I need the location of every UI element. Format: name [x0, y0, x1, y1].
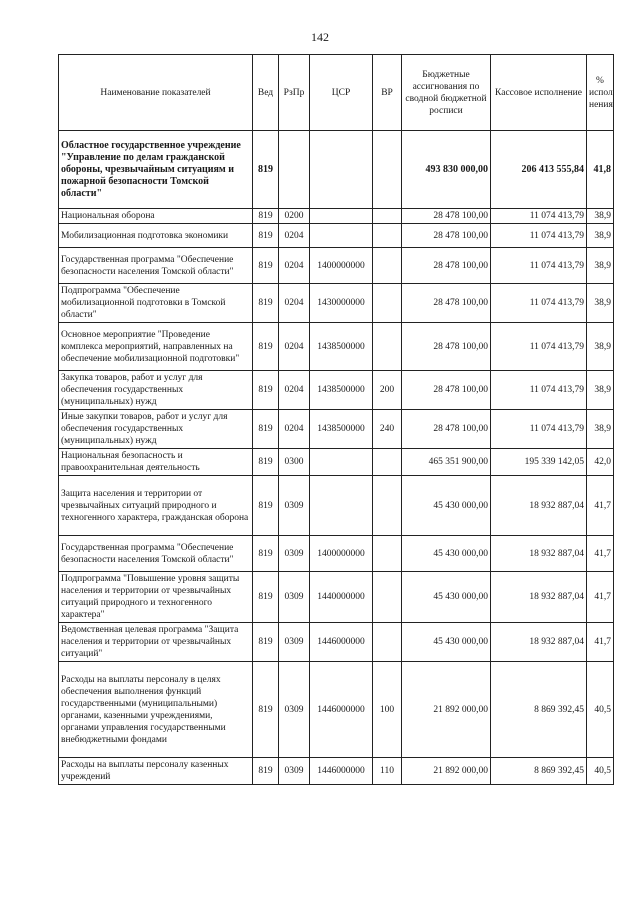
table-row — [59, 536, 614, 572]
header-csr: ЦСР — [310, 55, 373, 131]
cell-pct: 41,7 — [587, 623, 614, 662]
cell-csr — [310, 209, 373, 224]
cell-cash: 18 932 887,04 — [491, 572, 587, 623]
cell-rzpr: 0300 — [279, 449, 310, 476]
cell-vr — [373, 323, 402, 371]
cell-rzpr — [279, 131, 310, 209]
cell-name: Закупка товаров, работ и услуг для обеспечения государственных (муниципальных) нужд — [59, 371, 253, 410]
table-row — [59, 323, 614, 371]
cell-csr: 1430000000 — [310, 284, 373, 323]
cell-rzpr: 0204 — [279, 371, 310, 410]
cell-csr: 1400000000 — [310, 248, 373, 284]
cell-rzpr: 0204 — [279, 284, 310, 323]
cell-cash: 11 074 413,79 — [491, 284, 587, 323]
table-row — [59, 410, 614, 449]
cell-csr: 1446000000 — [310, 623, 373, 662]
cell-pct: 38,9 — [587, 209, 614, 224]
cell-ved: 819 — [253, 371, 279, 410]
cell-csr — [310, 131, 373, 209]
cell-rzpr: 0204 — [279, 224, 310, 248]
cell-name: Государственная программа "Обеспечение безопасности населения Томской области" — [59, 536, 253, 572]
table-row — [59, 449, 614, 476]
table-row — [59, 209, 614, 224]
cell-name: Областное государственное учреждение "Управление по делам гражданской обороны, чрезвычайным ситуациям и пожарной безопасности Томской области" — [59, 131, 253, 209]
cell-cash: 18 932 887,04 — [491, 476, 587, 536]
cell-vr: 200 — [373, 371, 402, 410]
cell-ved: 819 — [253, 410, 279, 449]
budget-execution-table — [58, 54, 614, 785]
cell-csr — [310, 224, 373, 248]
cell-cash: 18 932 887,04 — [491, 536, 587, 572]
cell-vr — [373, 284, 402, 323]
cell-pct: 41,7 — [587, 476, 614, 536]
cell-vr — [373, 623, 402, 662]
cell-cash: 8 869 392,45 — [491, 758, 587, 785]
cell-name: Подпрограмма "Обеспечение мобилизационной подготовки в Томской области" — [59, 284, 253, 323]
cell-ved: 819 — [253, 248, 279, 284]
cell-csr: 1438500000 — [310, 371, 373, 410]
cell-cash: 8 869 392,45 — [491, 662, 587, 758]
cell-budget: 28 478 100,00 — [402, 224, 491, 248]
table-row — [59, 248, 614, 284]
cell-vr — [373, 224, 402, 248]
cell-name: Ведомственная целевая программа "Защита населения и территории от чрезвычайных ситуаций" — [59, 623, 253, 662]
header-pct: % испол нения — [587, 55, 614, 131]
cell-cash: 11 074 413,79 — [491, 371, 587, 410]
cell-budget: 45 430 000,00 — [402, 623, 491, 662]
cell-name: Национальная оборона — [59, 209, 253, 224]
table-row — [59, 224, 614, 248]
cell-vr — [373, 209, 402, 224]
cell-rzpr: 0309 — [279, 662, 310, 758]
cell-ved: 819 — [253, 209, 279, 224]
cell-budget: 28 478 100,00 — [402, 209, 491, 224]
cell-ved: 819 — [253, 323, 279, 371]
cell-ved: 819 — [253, 476, 279, 536]
cell-cash: 11 074 413,79 — [491, 323, 587, 371]
cell-pct: 40,5 — [587, 758, 614, 785]
cell-budget: 45 430 000,00 — [402, 476, 491, 536]
cell-name: Иные закупки товаров, работ и услуг для обеспечения государственных (муниципальных) нужд — [59, 410, 253, 449]
cell-csr: 1400000000 — [310, 536, 373, 572]
cell-name: Национальная безопасность и правоохранительная деятельность — [59, 449, 253, 476]
cell-pct: 41,8 — [587, 131, 614, 209]
cell-vr: 240 — [373, 410, 402, 449]
cell-name: Расходы на выплаты персоналу казенных учреждений — [59, 758, 253, 785]
cell-budget: 465 351 900,00 — [402, 449, 491, 476]
table-row — [59, 476, 614, 536]
cell-csr: 1446000000 — [310, 662, 373, 758]
cell-name: Расходы на выплаты персоналу в целях обеспечения выполнения функций государственными (муниципальными) органами, казенными учреждениями, органами управления государственными внебюджетными фондами — [59, 662, 253, 758]
cell-pct: 41,7 — [587, 572, 614, 623]
cell-pct: 38,9 — [587, 323, 614, 371]
cell-cash: 195 339 142,05 — [491, 449, 587, 476]
cell-pct: 38,9 — [587, 371, 614, 410]
cell-ved: 819 — [253, 131, 279, 209]
cell-ved: 819 — [253, 536, 279, 572]
table-row — [59, 758, 614, 785]
cell-vr: 100 — [373, 662, 402, 758]
table-row — [59, 131, 614, 209]
cell-ved: 819 — [253, 449, 279, 476]
cell-budget: 28 478 100,00 — [402, 323, 491, 371]
cell-pct: 41,7 — [587, 536, 614, 572]
cell-ved: 819 — [253, 224, 279, 248]
page-number: 142 — [311, 30, 329, 44]
cell-pct: 38,9 — [587, 284, 614, 323]
cell-csr — [310, 449, 373, 476]
header-rzpr: РзПр — [279, 55, 310, 131]
header-ved: Вед — [253, 55, 279, 131]
cell-vr — [373, 476, 402, 536]
cell-budget: 21 892 000,00 — [402, 758, 491, 785]
cell-budget: 21 892 000,00 — [402, 662, 491, 758]
cell-rzpr: 0204 — [279, 323, 310, 371]
cell-pct: 38,9 — [587, 410, 614, 449]
cell-name: Мобилизационная подготовка экономики — [59, 224, 253, 248]
cell-pct: 38,9 — [587, 248, 614, 284]
cell-cash: 11 074 413,79 — [491, 410, 587, 449]
header-name: Наименование показателей — [59, 55, 253, 131]
cell-budget: 28 478 100,00 — [402, 371, 491, 410]
cell-rzpr: 0204 — [279, 410, 310, 449]
table-row — [59, 662, 614, 758]
cell-rzpr: 0309 — [279, 758, 310, 785]
cell-csr — [310, 476, 373, 536]
cell-name: Государственная программа "Обеспечение безопасности населения Томской области" — [59, 248, 253, 284]
cell-name: Подпрограмма "Повышение уровня защиты населения и территории от чрезвычайных ситуаций природного и техногенного характера" — [59, 572, 253, 623]
cell-cash: 11 074 413,79 — [491, 209, 587, 224]
cell-budget: 493 830 000,00 — [402, 131, 491, 209]
cell-rzpr: 0309 — [279, 623, 310, 662]
table-row — [59, 623, 614, 662]
header-row — [59, 55, 614, 131]
cell-cash: 11 074 413,79 — [491, 224, 587, 248]
cell-vr — [373, 572, 402, 623]
cell-budget: 28 478 100,00 — [402, 248, 491, 284]
cell-budget: 45 430 000,00 — [402, 572, 491, 623]
cell-rzpr: 0309 — [279, 476, 310, 536]
cell-csr: 1438500000 — [310, 323, 373, 371]
cell-rzpr: 0309 — [279, 536, 310, 572]
cell-cash: 11 074 413,79 — [491, 248, 587, 284]
cell-cash: 206 413 555,84 — [491, 131, 587, 209]
table-row — [59, 572, 614, 623]
cell-ved: 819 — [253, 572, 279, 623]
cell-vr — [373, 536, 402, 572]
header-budget: Бюджетные ассигнования по сводной бюджетной росписи — [402, 55, 491, 131]
cell-ved: 819 — [253, 284, 279, 323]
table-row — [59, 284, 614, 323]
cell-vr — [373, 131, 402, 209]
cell-pct: 42,0 — [587, 449, 614, 476]
cell-cash: 18 932 887,04 — [491, 623, 587, 662]
table-body — [59, 131, 614, 785]
cell-vr — [373, 248, 402, 284]
cell-pct: 40,5 — [587, 662, 614, 758]
cell-ved: 819 — [253, 758, 279, 785]
cell-budget: 28 478 100,00 — [402, 410, 491, 449]
cell-budget: 28 478 100,00 — [402, 284, 491, 323]
table-row — [59, 371, 614, 410]
cell-csr: 1446000000 — [310, 758, 373, 785]
cell-ved: 819 — [253, 623, 279, 662]
cell-rzpr: 0204 — [279, 248, 310, 284]
cell-name: Основное мероприятие "Проведение комплекса мероприятий, направленных на обеспечение мобилизационной подготовки" — [59, 323, 253, 371]
header-cash: Кассовое исполнение — [491, 55, 587, 131]
cell-csr: 1440000000 — [310, 572, 373, 623]
cell-ved: 819 — [253, 662, 279, 758]
cell-vr: 110 — [373, 758, 402, 785]
cell-vr — [373, 449, 402, 476]
header-vr: ВР — [373, 55, 402, 131]
cell-rzpr: 0200 — [279, 209, 310, 224]
cell-csr: 1438500000 — [310, 410, 373, 449]
cell-rzpr: 0309 — [279, 572, 310, 623]
cell-budget: 45 430 000,00 — [402, 536, 491, 572]
cell-pct: 38,9 — [587, 224, 614, 248]
cell-name: Защита населения и территории от чрезвычайных ситуаций природного и техногенного характера, гражданская оборона — [59, 476, 253, 536]
